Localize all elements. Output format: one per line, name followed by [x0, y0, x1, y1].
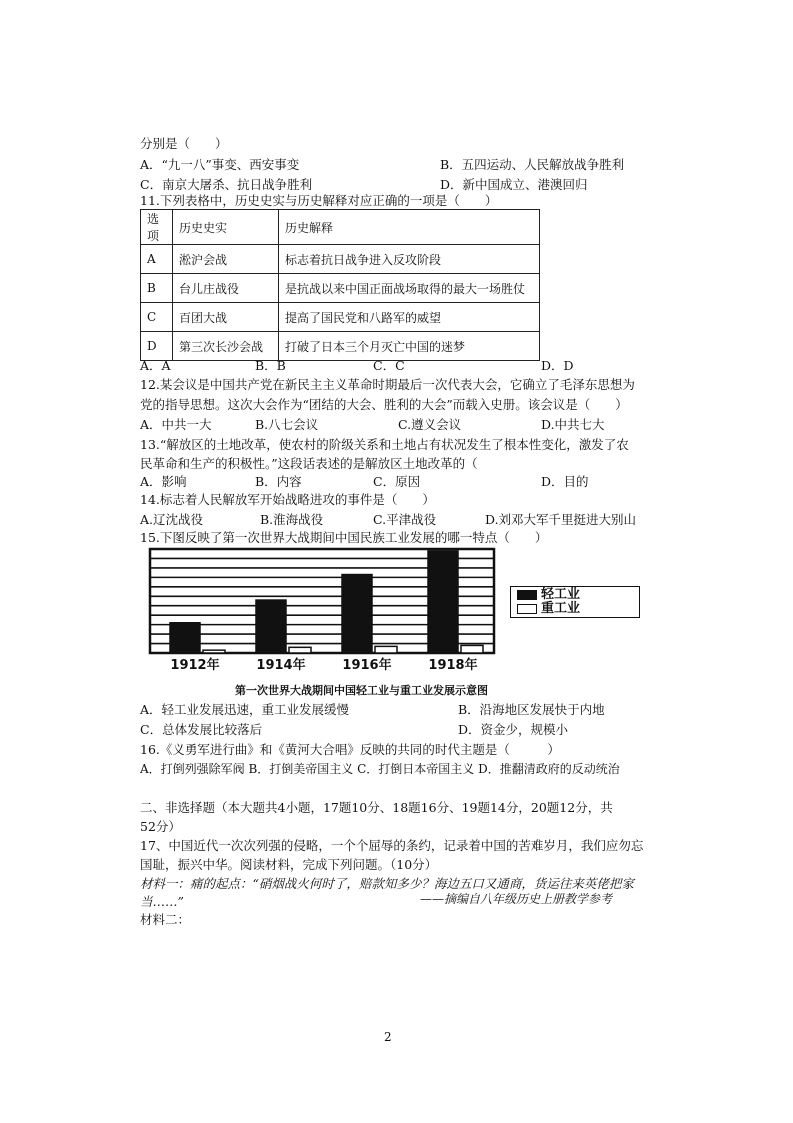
q12-stem-line1: 12.某会议是中国共产党在新民主主义革命时期最后一次代表大会，它确立了毛泽东思想为 — [140, 377, 635, 392]
q10-option-c: C．南京大屠杀、抗日战争胜利 — [140, 177, 313, 192]
x-tick-label: 1912年 — [170, 658, 220, 673]
x-tick-label: 1914年 — [256, 658, 306, 673]
bar-light-industry — [170, 623, 200, 653]
x-tick-label: 1918年 — [428, 658, 478, 673]
q13-option-c: C．原因 — [373, 474, 421, 489]
table-cell: A — [141, 245, 173, 274]
table-cell: 第三次长沙会战 — [173, 332, 279, 361]
bar-heavy-industry — [461, 645, 483, 653]
section2-title-line2: 52分） — [140, 819, 181, 834]
q10-option-b: B．五四运动、人民解放战争胜利 — [440, 157, 625, 172]
q13-stem-line1: 13.“解放区的土地改革，使农村的阶级关系和土地占有状况发生了根本性变化，激发了农 — [140, 437, 629, 452]
q15-option-c: C．总体发展比较落后 — [140, 722, 263, 737]
q12-option-d: D.中共七大 — [541, 417, 605, 432]
q11-option-c: C．C — [373, 358, 405, 373]
table-cell: 打破了日本三个月灭亡中国的迷梦 — [279, 332, 540, 361]
q15-option-b: B．沿海地区发展快于内地 — [458, 702, 605, 717]
q10-stem-tail: 分别是（ ） — [140, 136, 228, 151]
table-cell: 淞沪会战 — [173, 245, 279, 274]
table-cell: C — [141, 303, 173, 332]
table-row — [141, 274, 540, 303]
table-header-cell: 选项 — [141, 210, 173, 245]
table-header-cell: 历史解释 — [279, 210, 540, 245]
table-row — [141, 245, 540, 274]
table-cell: 是抗战以来中国正面战场取得的最大一场胜仗 — [279, 274, 540, 303]
bar-light-industry — [428, 551, 458, 653]
legend-swatch — [517, 590, 537, 600]
history-table — [140, 209, 540, 361]
table-header-cell: 历史史实 — [173, 210, 279, 245]
q17-stem-line1: 17、中国近代一次次列强的侵略，一个个屈辱的条约，记录着中国的苦难岁月，我们应勿忘 — [140, 838, 644, 853]
q12-option-b: B.八七会议 — [255, 417, 319, 432]
legend-item-heavy-industry — [517, 602, 580, 616]
bar-light-industry — [342, 575, 372, 653]
q16-options: A．打倒列强除军阀 B．打倒美帝国主义 C．打倒日本帝国主义 D．推翻清政府的反动统治 — [140, 762, 620, 776]
q12-option-c: C.遵义会议 — [398, 417, 462, 432]
material-one-line2: 当……” — [140, 894, 184, 909]
legend-label: 轻工业 — [541, 587, 581, 602]
section2-title-line1: 二、非选择题（本大题共4小题，17题10分、18题16分、19题14分，20题12分，共 — [140, 800, 613, 815]
material-two-label: 材料二： — [140, 912, 191, 927]
table-cell: D — [141, 332, 173, 361]
bar-heavy-industry — [289, 647, 311, 653]
chart-legend — [510, 586, 640, 618]
chart-caption: 第一次世界大战期间中国轻工业与重工业发展示意图 — [235, 684, 488, 697]
q12-option-a: A．中共一大 — [140, 417, 212, 432]
q12-stem-line2: 党的指导思想。这次大会作为“团结的大会、胜利的大会”而载入史册。该会议是（ ） — [140, 397, 628, 412]
q10-option-d: D．新中国成立、港澳回归 — [440, 177, 588, 192]
q14-option-b: B.淮海战役 — [260, 512, 324, 527]
material-one-source: ——摘编自八年级历史上册教学参考 — [420, 892, 613, 906]
legend-label: 重工业 — [541, 601, 581, 616]
q11-option-b: B．B — [255, 358, 286, 373]
q15-option-d: D．资金少，规模小 — [458, 722, 569, 737]
q17-stem-line2: 国耻，振兴中华。阅读材料，完成下列问题。（10分） — [140, 857, 438, 872]
table-cell: 标志着抗日战争进入反攻阶段 — [279, 245, 540, 274]
chart-svg — [146, 545, 502, 673]
legend-swatch — [517, 604, 537, 614]
q11-option-d: D．D — [541, 358, 574, 373]
material-one-line1: 材料一：痛的起点：“硝烟战火何时了，赔款知多少？海边五口又通商，货运往来英佬把家 — [140, 876, 634, 891]
table-cell: 提高了国民党和八路军的威望 — [279, 303, 540, 332]
q11-stem: 11.下列表格中，历史史实与历史解释对应正确的一项是（ ） — [140, 193, 498, 208]
q11-option-a: A．A — [140, 358, 171, 373]
q14-stem: 14.标志着人民解放军开始战略进攻的事件是（ ） — [140, 492, 435, 507]
q10-option-a: A．“九一八”事变、西安事变 — [140, 157, 300, 172]
table-cell: 百团大战 — [173, 303, 279, 332]
bar-light-industry — [256, 600, 286, 653]
legend-item-light-industry — [517, 588, 580, 602]
q13-option-a: A．影响 — [140, 474, 187, 489]
q15-stem: 15.下图反映了第一次世界大战期间中国民族工业发展的哪一特点（ ） — [140, 530, 548, 545]
table-cell: 台儿庄战役 — [173, 274, 279, 303]
x-tick-label: 1916年 — [342, 658, 392, 673]
q16-stem: 16.《义勇军进行曲》和《黄河大合唱》反映的共同的时代主题是（ ） — [140, 742, 560, 757]
industry-bar-chart — [146, 545, 502, 673]
q13-stem-line2: 民革命和生产的积极性。”这段话表述的是解放区土地改革的（ — [140, 456, 478, 471]
q15-option-a: A．轻工业发展迅速，重工业发展缓慢 — [140, 702, 350, 717]
q13-option-b: B．内容 — [255, 474, 302, 489]
table-row — [141, 303, 540, 332]
table-cell: B — [141, 274, 173, 303]
q14-option-a: A.辽沈战役 — [140, 512, 204, 527]
table-header-row — [141, 210, 540, 245]
q14-option-c: C.平津战役 — [373, 512, 437, 527]
table-row — [141, 332, 540, 361]
page-number: 2 — [384, 1030, 392, 1044]
bar-heavy-industry — [203, 650, 225, 653]
q13-option-d: D．目的 — [541, 474, 589, 489]
q14-option-d: D.刘邓大军千里挺进大别山 — [485, 512, 637, 527]
bar-heavy-industry — [375, 646, 397, 653]
